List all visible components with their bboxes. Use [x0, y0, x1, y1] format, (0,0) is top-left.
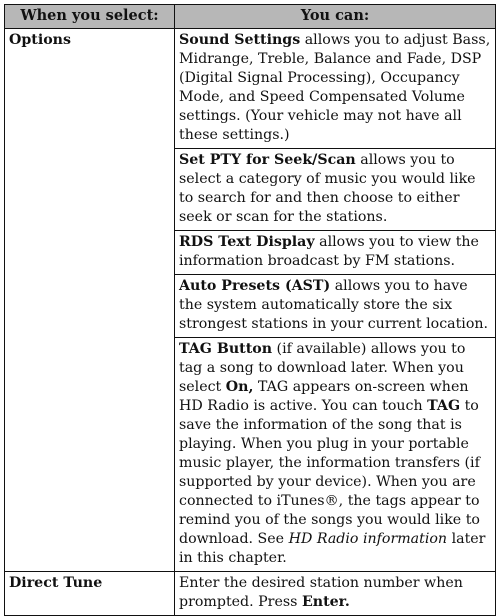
- table-row: [5, 572, 496, 616]
- text-tag-1: (if available) allows you to tag a song to download later. When you select: [179, 341, 466, 395]
- description-sound-settings: [175, 29, 496, 149]
- text-set-pty: allows you to select a category of music you would like to search for and then choose to either seek or scan for the stations.: [179, 152, 476, 225]
- term-tag-button: TAG Button: [179, 341, 273, 357]
- term-tag: TAG: [427, 398, 461, 414]
- header-you-can: You can:: [175, 5, 496, 29]
- term-enter: Enter.: [301, 594, 350, 610]
- term-auto-presets: Auto Presets (AST): [179, 278, 331, 294]
- table-row: [5, 29, 496, 149]
- description-auto-presets: [175, 275, 496, 338]
- description-direct-tune: [175, 572, 496, 616]
- text-rds-text: allows you to view the information broadcast by FM stations.: [179, 234, 479, 269]
- reference-hd-radio: HD Radio information: [288, 531, 448, 547]
- text-tag-3: to save the information of the song that is playing. When you plug in your portable music player, the information transfers (if supported by your device). When you are connected to iTunes®, the tags appear to remind you of the songs you would like to download. See: [179, 398, 480, 547]
- term-sound-settings: Sound Settings: [179, 32, 301, 48]
- text-sound-settings: allows you to adjust Bass, Midrange, Treble, Balance and Fade, DSP (Digital Signal Processing), Occupancy Mode, and Speed Compensated Volume settings. (Your vehicle may not have all these settings.): [179, 32, 491, 143]
- text-auto-presets: allows you to have the system automatically store the six strongest stations in your current location.: [179, 278, 489, 332]
- radio-options-table-wrapper: [4, 4, 495, 616]
- header-when-you-select: When you select:: [5, 5, 175, 29]
- selection-direct-tune: Direct Tune: [5, 572, 175, 616]
- table-header-row: [5, 5, 496, 29]
- term-set-pty: Set PTY for Seek/Scan: [179, 152, 356, 168]
- term-on: On,: [225, 379, 254, 395]
- description-rds-text: [175, 231, 496, 275]
- description-set-pty: [175, 149, 496, 231]
- selection-options: Options: [5, 29, 175, 572]
- term-rds-text: RDS Text Display: [179, 234, 315, 250]
- text-tag-2: TAG appears on-screen when HD Radio is active. You can touch: [179, 379, 469, 414]
- text-direct-tune: Enter the desired station number when prompted. Press: [179, 575, 463, 610]
- text-tag-4: later in this chapter.: [179, 531, 486, 566]
- description-tag-button: [175, 338, 496, 572]
- radio-options-table: [4, 4, 496, 616]
